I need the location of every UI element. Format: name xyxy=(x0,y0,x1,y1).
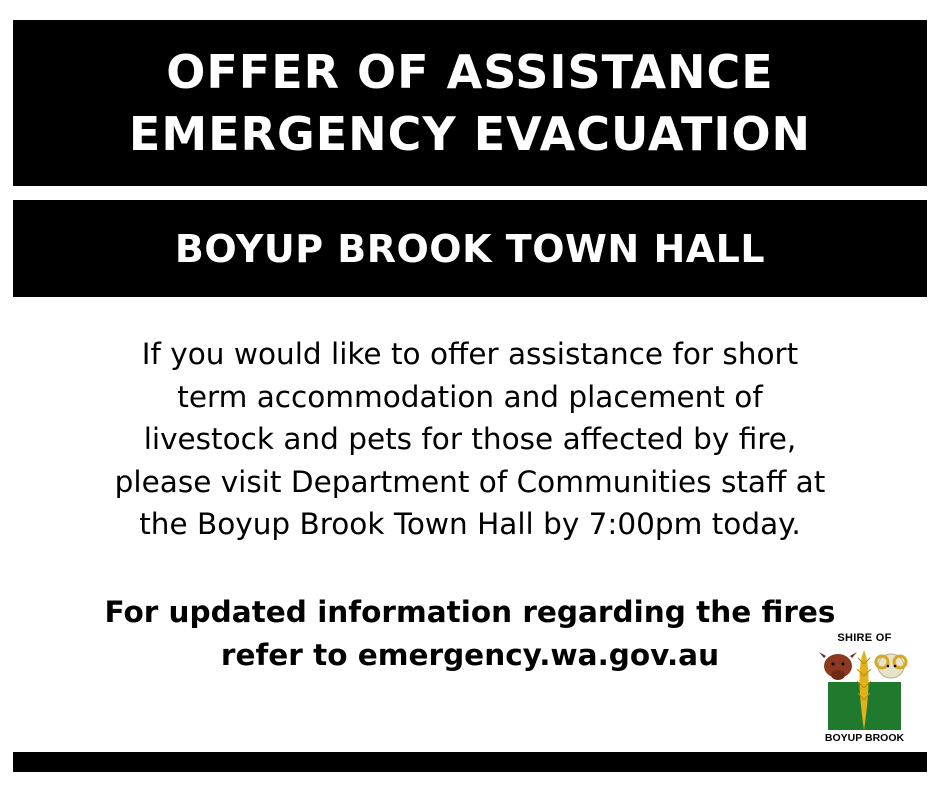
logo-top-text: SHIRE OF xyxy=(837,632,892,644)
info-line-2: refer to emergency.wa.gov.au xyxy=(220,637,720,672)
message-line-4: please visit Department of Communities staff at xyxy=(114,464,826,499)
shire-logo xyxy=(812,632,917,747)
logo-bottom-text: BOYUP BROOK xyxy=(824,732,905,744)
location-banner xyxy=(13,200,927,297)
header-title-line-1: OFFER OF ASSISTANCE xyxy=(166,45,774,99)
bottom-divider-bar xyxy=(13,752,927,772)
location-title: BOYUP BROOK TOWN HALL xyxy=(174,226,766,271)
header-banner xyxy=(13,20,927,186)
updated-info-message xyxy=(0,591,940,676)
assistance-message xyxy=(0,333,940,546)
info-line-1: For updated information regarding the fires xyxy=(104,595,836,629)
message-line-2: term accommodation and placement of xyxy=(177,379,763,414)
shire-emblem-icon xyxy=(818,644,911,732)
message-line-5: the Boyup Brook Town Hall by 7:00pm today. xyxy=(139,507,801,541)
header-title-line-2: EMERGENCY EVACUATION xyxy=(128,107,812,161)
message-line-1: If you would like to offer assistance for short xyxy=(141,337,799,371)
message-line-3: livestock and pets for those affected by fire, xyxy=(143,422,797,456)
